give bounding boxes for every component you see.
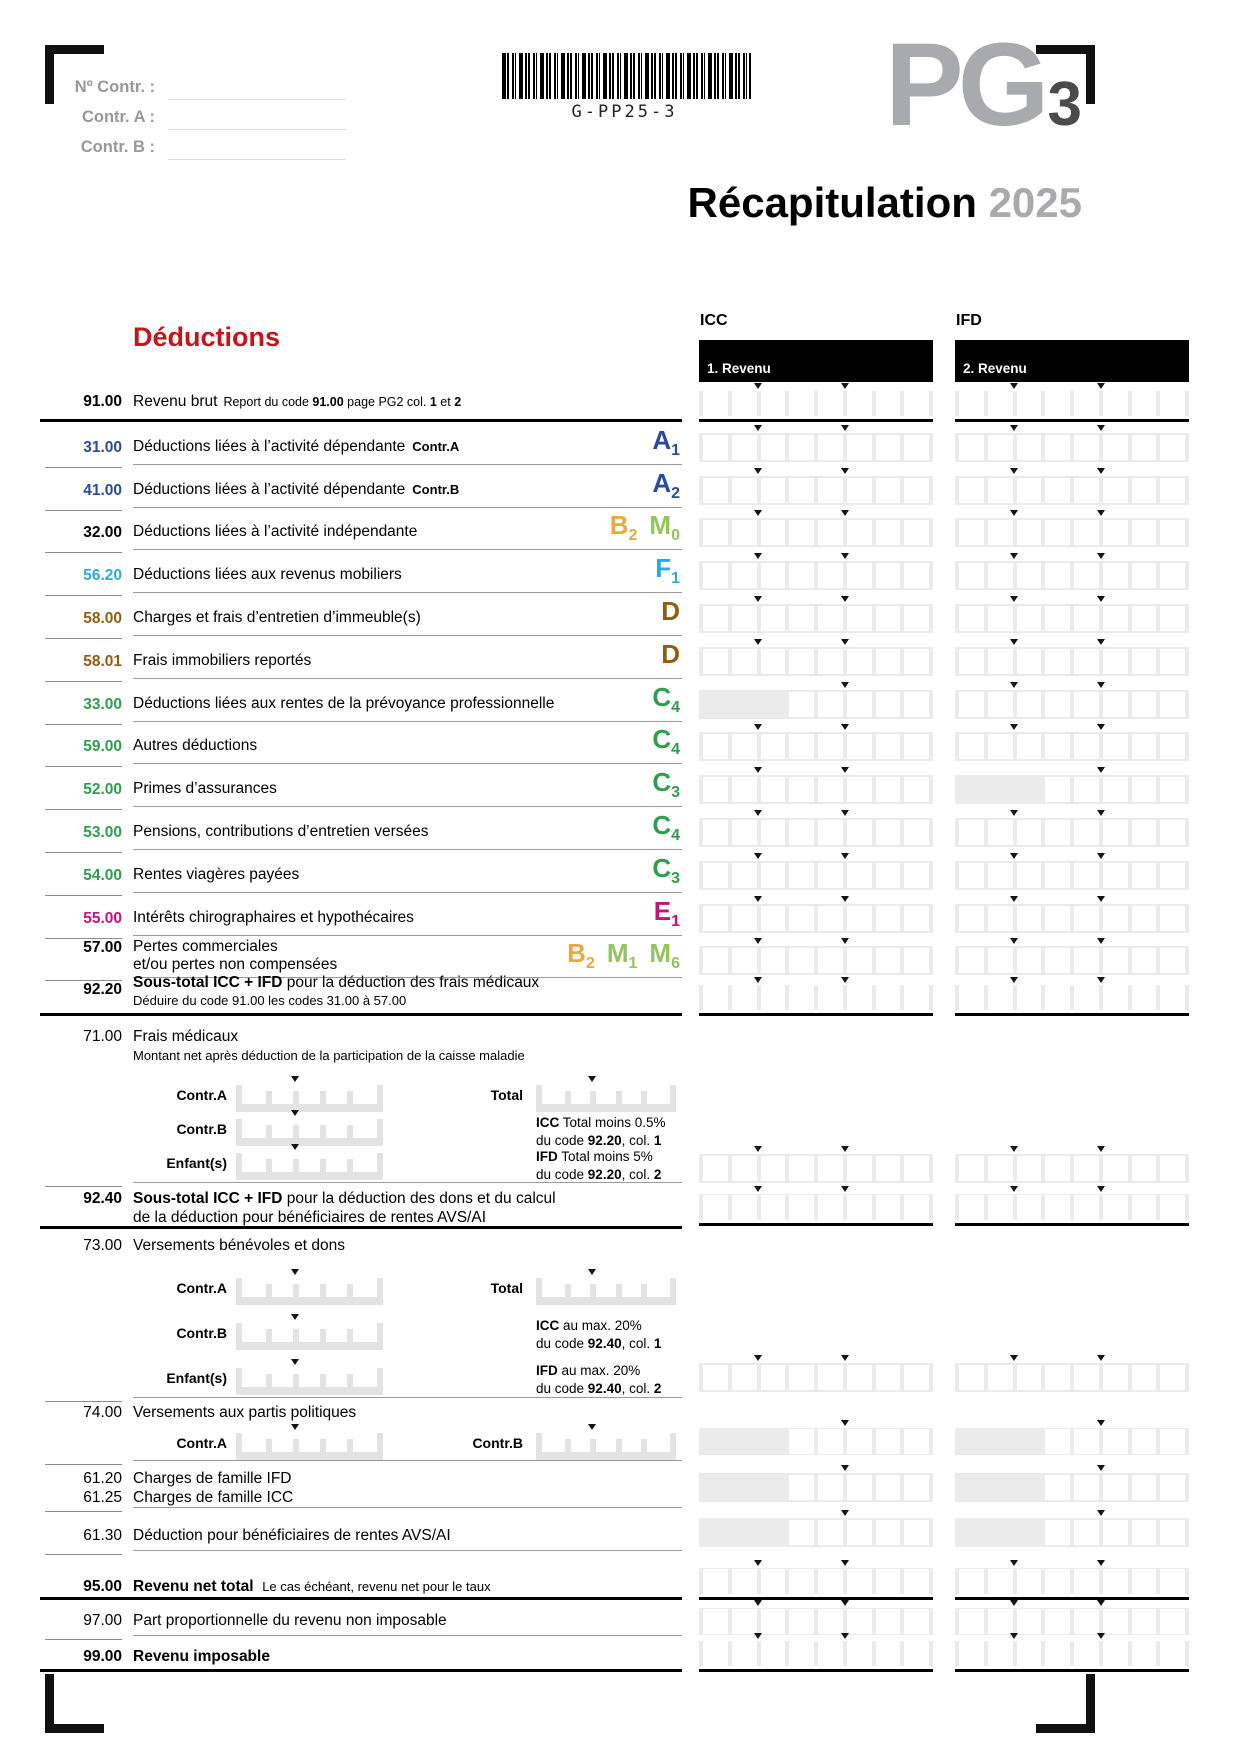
political-section-title: Versements aux partis politiques	[133, 1404, 357, 1421]
donations-contra-row	[40, 1269, 682, 1305]
code-91-00: 91.00	[83, 393, 122, 410]
code-41-00: 41.00	[83, 482, 122, 499]
donations-contr-b-label: Contr.B	[176, 1325, 227, 1341]
ifd-amount-field-54-00[interactable]	[955, 850, 1189, 893]
letter-code-m1: $M_1$	[606, 937, 638, 972]
deduction-row-41-00	[40, 465, 682, 508]
ifd-amount-field-52-00[interactable]	[955, 764, 1189, 807]
letter-code-m6: $M_6$	[649, 937, 680, 972]
subtotal-row-92-20	[40, 974, 682, 1016]
page-title: Récapitulation 2025	[687, 179, 1082, 226]
letter-code-m0: $M_0$	[649, 509, 680, 544]
code-52-00: 52.00	[83, 781, 122, 798]
icc-amount-field-33-00[interactable]	[699, 679, 933, 722]
icc-column-label: ICC	[700, 312, 728, 329]
ifd-amount-field-41-00[interactable]	[955, 465, 1189, 508]
icc-amount-field-31-00[interactable]	[699, 422, 933, 465]
barcode-label: G-PP25-3	[571, 102, 678, 122]
medical-icc-note: ICC Total moins 0.5% du code 92.20, col. 1	[536, 1115, 666, 1149]
letter-code-a1: $A_1$	[652, 424, 680, 459]
deduction-row-52-00	[40, 764, 682, 807]
deduction-row-91-00	[40, 383, 682, 422]
icc-amount-field-99-00[interactable]	[699, 1634, 933, 1672]
label-92-20: Sous-total ICC + IFD pour la déduction des frais médicaux Déduire du code 91.00 les codes 31.00 à 57.00	[133, 974, 540, 1009]
ifd-amount-field-55-00[interactable]	[955, 893, 1189, 936]
political-contr-b-amount-field[interactable]	[536, 1424, 676, 1460]
icc-amount-field-41-00[interactable]	[699, 465, 933, 508]
label-57-00: Pertes commerciales et/ou pertes non compensées	[133, 938, 338, 974]
icc-amount-field-52-00[interactable]	[699, 764, 933, 807]
divider	[45, 1554, 122, 1555]
thick-divider	[40, 1597, 682, 1600]
contr-number-label: Nº Contr. :	[74, 78, 155, 96]
icc-amount-field-58-00[interactable]	[699, 593, 933, 636]
code-92-20: 92.20	[83, 981, 122, 998]
ifd-amount-field-61-30[interactable]	[955, 1507, 1189, 1550]
medical-contrb-row	[40, 1112, 682, 1149]
divider	[45, 1464, 122, 1465]
code-97-00: 97.00	[83, 1612, 122, 1629]
net-income-label: Revenu net total Le cas échéant, revenu net pour le taux	[133, 1578, 491, 1595]
code-58-01: 58.01	[83, 653, 122, 670]
letter-code-f1: $F_1$	[655, 552, 680, 587]
taxable-income-label: Revenu imposable	[133, 1648, 270, 1665]
code-57-00: 57.00	[83, 939, 122, 956]
ifd-amount-field-53-00[interactable]	[955, 807, 1189, 850]
deduction-row-57-00	[40, 936, 682, 978]
label-41-00: Déductions liées à l’activité dépendante Contr.B	[133, 481, 460, 498]
icc-amount-field-92-40[interactable]	[699, 1186, 933, 1226]
icc-amount-field-95-00[interactable]	[699, 1560, 933, 1600]
label-55-00: Intérêts chirographaires et hypothécaires	[133, 909, 414, 926]
label-56-20: Déductions liées aux revenus mobiliers	[133, 566, 402, 583]
letter-code-c3: $C_3$	[652, 852, 680, 887]
icc-amount-field-57-00[interactable]	[699, 936, 933, 978]
letter-code-c4: $C_4$	[652, 681, 680, 716]
icc-amount-field-58-01[interactable]	[699, 636, 933, 679]
medical-ifd-note: IFD Total moins 5% du code 92.20, col. 2	[536, 1149, 662, 1183]
political-row	[40, 1424, 682, 1460]
ifd-amount-field-92-40[interactable]	[955, 1186, 1189, 1226]
icc-revenue1-header: 1. Revenu	[699, 340, 933, 382]
donations-contr-a-label: Contr.A	[176, 1280, 227, 1296]
donations-children-label: Enfant(s)	[166, 1370, 227, 1386]
medical-section-title: Frais médicaux Montant net après déduction de la participation de la caisse maladie	[133, 1028, 525, 1063]
medical-contr-a-label: Contr.A	[176, 1087, 227, 1103]
letter-code-e1: $E_1$	[653, 895, 680, 930]
letter-code-c4: $C_4$	[652, 809, 680, 844]
ifd-amount-field-59-00[interactable]	[955, 722, 1189, 764]
medical-contr-a-amount-field[interactable]	[236, 1076, 383, 1112]
code-71-00: 71.00	[83, 1028, 122, 1045]
code-56-20: 56.20	[83, 567, 122, 584]
logo-3: 3	[1047, 70, 1082, 139]
label-31-00: Déductions liées à l’activité dépendante Contr.A	[133, 438, 460, 455]
medical-total-amount-field[interactable]	[536, 1076, 676, 1112]
section-title-deductions: Déductions	[133, 322, 281, 352]
ifd-revenue2-header: 2. Revenu	[955, 340, 1189, 382]
ifd-amount-field-31-00[interactable]	[955, 422, 1189, 465]
label-58-00: Charges et frais d’entretien d’immeuble(s)	[133, 609, 421, 626]
ifd-amount-field-91-00[interactable]	[955, 383, 1189, 422]
medical-children-amount-field[interactable]	[236, 1144, 383, 1180]
contr-a-field[interactable]	[168, 129, 346, 130]
divider	[133, 1635, 682, 1636]
icc-amount-field-56-20[interactable]	[699, 550, 933, 593]
code-95-00: 95.00	[83, 1578, 122, 1595]
label-53-00: Pensions, contributions d’entretien versées	[133, 823, 429, 840]
crop-mark-bottom-left	[45, 1674, 104, 1733]
icc-amount-field-59-00[interactable]	[699, 722, 933, 764]
label-32-00: Déductions liées à l’activité indépendante	[133, 523, 418, 540]
code-59-00: 59.00	[83, 738, 122, 755]
letter-code-b2: $B_2$	[609, 509, 638, 544]
ifd-amount-field-61-20[interactable]	[955, 1462, 1189, 1505]
ifd-amount-field-58-00[interactable]	[955, 593, 1189, 636]
deduction-row-33-00	[40, 679, 682, 722]
thick-divider	[40, 1669, 682, 1672]
label-52-00: Primes d’assurances	[133, 780, 277, 797]
ifd-amount-field-73-00[interactable]	[955, 1355, 1189, 1395]
label-33-00: Déductions liées aux rentes de la prévoyance professionnelle	[133, 695, 555, 712]
donations-section-title: Versements bénévoles et dons	[133, 1237, 345, 1254]
divider	[133, 1460, 682, 1461]
ifd-amount-field-56-20[interactable]	[955, 550, 1189, 593]
icc-amount-field-73-00[interactable]	[699, 1355, 933, 1395]
ifd-amount-field-74-00[interactable]	[955, 1420, 1189, 1458]
code-54-00: 54.00	[83, 867, 122, 884]
code-31-00: 31.00	[83, 439, 122, 456]
code-61-20-61-25: 61.20 61.25	[83, 1470, 122, 1507]
political-contr-b-label: Contr.B	[472, 1435, 523, 1451]
medical-children-label: Enfant(s)	[166, 1155, 227, 1171]
medical-total-label: Total	[490, 1087, 523, 1103]
letter-code-c4: $C_4$	[652, 723, 680, 758]
code-53-00: 53.00	[83, 824, 122, 841]
donations-total-label: Total	[490, 1280, 523, 1296]
political-contr-a-label: Contr.A	[176, 1435, 227, 1451]
ifd-amounts-column	[955, 0, 1189, 1754]
ifd-amount-field-92-20[interactable]	[955, 978, 1189, 1016]
code-58-00: 58.00	[83, 610, 122, 627]
donations-children-amount-field[interactable]	[236, 1359, 383, 1395]
divider	[45, 1639, 122, 1640]
letter-code-d: D	[661, 595, 680, 626]
ifd-amount-field-32-00[interactable]	[955, 508, 1189, 550]
code-32-00: 32.00	[83, 524, 122, 541]
subtotal-92-40-label: Sous-total ICC + IFD pour la déduction des dons et du calcul de la déduction pour bénéficiaires de rentes AVS/AI	[133, 1190, 556, 1226]
icc-amount-field-91-00[interactable]	[699, 383, 933, 422]
divider	[133, 1507, 682, 1508]
contr-b-label: Contr. B :	[80, 138, 155, 156]
donations-contr-b-amount-field[interactable]	[236, 1314, 383, 1350]
code-55-00: 55.00	[83, 910, 122, 927]
ifd-column-label: IFD	[956, 312, 982, 329]
ifd-amount-field-33-00[interactable]	[955, 679, 1189, 722]
icc-amount-field-55-00[interactable]	[699, 893, 933, 936]
icc-amounts-column	[699, 0, 933, 1754]
ifd-amount-field-99-00[interactable]	[955, 1634, 1189, 1672]
deduction-row-58-00	[40, 593, 682, 636]
donations-icc-note: ICC au max. 20% du code 92.40, col. 1	[536, 1318, 662, 1352]
code-61-30: 61.30	[83, 1527, 122, 1544]
political-contr-a-amount-field[interactable]	[236, 1424, 383, 1460]
ifd-amount-field-57-00[interactable]	[955, 936, 1189, 978]
medical-children-row	[40, 1146, 682, 1183]
deduction-row-55-00	[40, 893, 682, 936]
letter-code-d: D	[661, 638, 680, 669]
contr-b-field[interactable]	[168, 159, 346, 160]
letter-code-b2: $B_2$	[567, 937, 595, 972]
donations-total-amount-field[interactable]	[536, 1269, 676, 1305]
icc-amount-field-54-00[interactable]	[699, 850, 933, 893]
icc-amount-field-74-00[interactable]	[699, 1420, 933, 1458]
icc-amount-field-61-25[interactable]	[699, 1462, 933, 1505]
donations-contrb-row	[40, 1314, 682, 1350]
deduction-row-31-00	[40, 422, 682, 465]
code-99-00: 99.00	[83, 1648, 122, 1665]
divider	[45, 1401, 122, 1402]
label-59-00: Autres déductions	[133, 737, 258, 754]
label-58-01: Frais immobiliers reportés	[133, 652, 312, 669]
deduction-row-56-20	[40, 550, 682, 593]
label-note-91-00: Report du code 91.00 page PG2 col. 1 et 2	[223, 395, 462, 409]
label-91-00: Revenu brut Report du code 91.00 page PG2 col. 1 et 2	[133, 393, 462, 410]
code-92-40: 92.40	[83, 1190, 122, 1207]
icc-amount-field-53-00[interactable]	[699, 807, 933, 850]
donations-ifd-note: IFD au max. 20% du code 92.40, col. 2	[536, 1363, 662, 1397]
thick-divider	[40, 1226, 682, 1229]
divider	[133, 1550, 682, 1551]
ifd-amount-field-58-01[interactable]	[955, 636, 1189, 679]
contr-a-label: Contr. A :	[81, 108, 155, 126]
divider	[133, 1397, 682, 1398]
deduction-row-54-00	[40, 850, 682, 893]
icc-amount-field-92-20[interactable]	[699, 978, 933, 1016]
medical-contra-row	[40, 1078, 682, 1112]
deduction-row-59-00	[40, 722, 682, 764]
icc-amount-field-32-00[interactable]	[699, 508, 933, 550]
divider	[133, 1182, 682, 1183]
avs-ai-deduction-label: Déduction pour bénéficiaires de rentes AVS/AI	[133, 1527, 451, 1544]
ifd-amount-field-95-00[interactable]	[955, 1560, 1189, 1600]
divider	[45, 1186, 122, 1187]
icc-amount-field-71-00[interactable]	[699, 1146, 933, 1186]
letter-code-c3: $C_3$	[652, 766, 680, 801]
donations-children-row	[40, 1359, 682, 1395]
logo-pg: PG	[885, 19, 1044, 151]
divider	[45, 1511, 122, 1512]
contr-number-field[interactable]	[168, 99, 346, 100]
donations-contr-a-amount-field[interactable]	[236, 1269, 383, 1305]
deduction-row-32-00	[40, 508, 682, 550]
medical-contr-b-amount-field[interactable]	[236, 1110, 383, 1146]
tax-year: 2025	[988, 179, 1082, 226]
family-charges-labels: Charges de famille IFD Charges de famille ICC	[133, 1470, 294, 1507]
label-54-00: Rentes viagères payées	[133, 866, 300, 883]
letter-code-a2: $A_2$	[652, 467, 680, 502]
code-33-00: 33.00	[83, 696, 122, 713]
deduction-row-58-01	[40, 636, 682, 679]
non-taxable-share-label: Part proportionnelle du revenu non imposable	[133, 1612, 447, 1629]
ifd-amount-field-71-00[interactable]	[955, 1146, 1189, 1186]
icc-amount-field-61-30[interactable]	[699, 1507, 933, 1550]
code-73-00: 73.00	[83, 1237, 122, 1254]
deduction-row-53-00	[40, 807, 682, 850]
code-74-00: 74.00	[83, 1404, 122, 1421]
medical-contr-b-label: Contr.B	[176, 1121, 227, 1137]
